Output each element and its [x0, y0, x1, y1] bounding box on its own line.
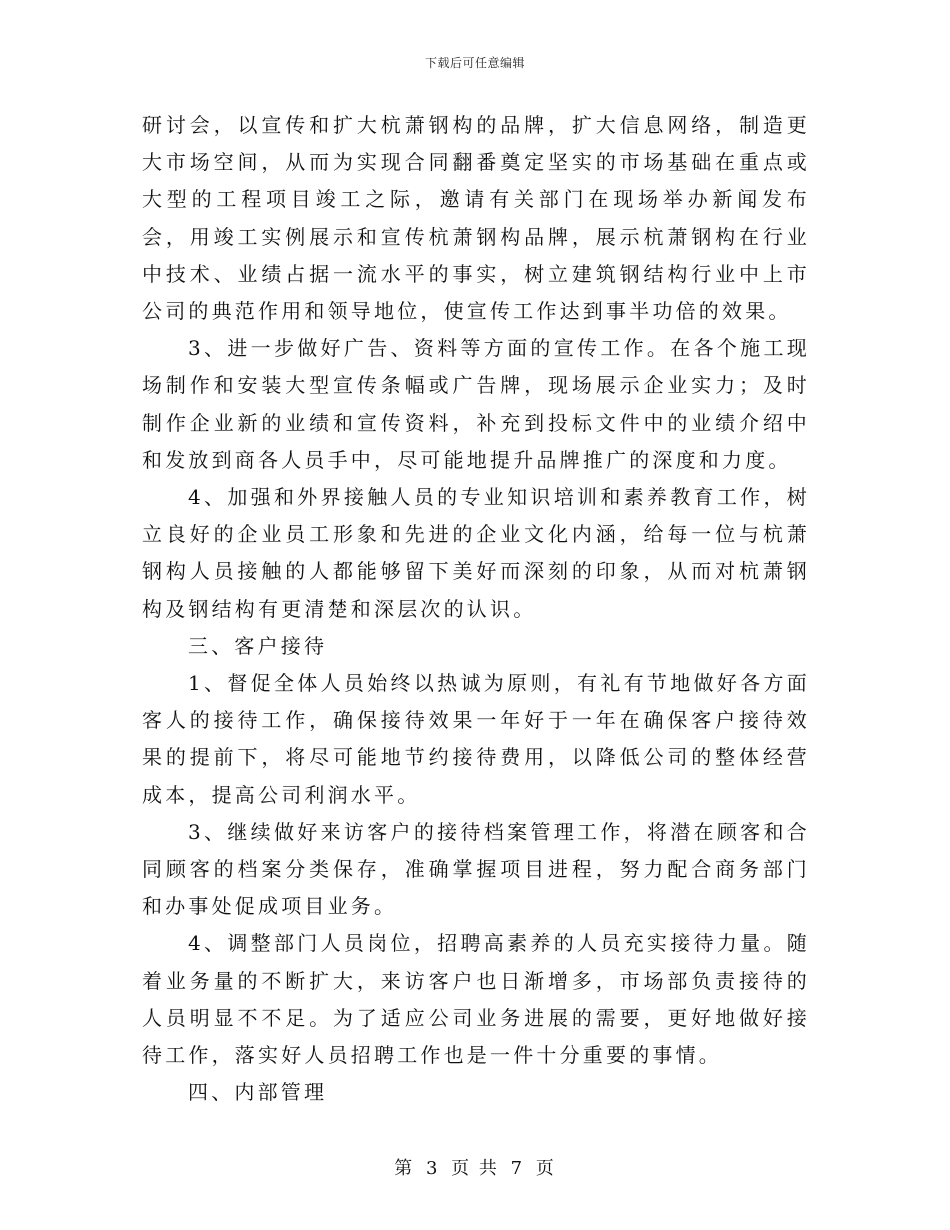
paragraph-reception-principle: 1、督促全体人员始终以热诚为原则，有礼有节地做好各方面客人的接待工作，确保接待效果一年好于一年在确保客户接待效果的提前下，将尽可能地节约接待费用，以降低公司的整体经营成本，提高公司利润水平。 — [142, 671, 810, 807]
section-heading-customer-reception: 三、客户接待 — [188, 633, 328, 658]
paragraph-advertising: 3、进一步做好广告、资料等方面的宣传工作。在各个施工现场制作和安装大型宣传条幅或广告牌，现场展示企业实力；及时制作企业新的业绩和宣传资料，补充到投标文件中的业绩介绍中和发放到商各人员手中，尽可能地提升品牌推广的深度和力度。 — [142, 336, 810, 472]
paragraph-archive-management: 3、继续做好来访客户的接待档案管理工作，将潜在顾客和合同顾客的档案分类保存，准确掌握项目进程，努力配合商务部门和办事处促成项目业务。 — [142, 819, 810, 919]
footer-prefix: 第 — [394, 1158, 415, 1179]
footer-suffix: 页 — [535, 1158, 556, 1179]
footer-current-page: 3 — [425, 1158, 440, 1179]
section-heading-internal-management: 四、内部管理 — [188, 1080, 328, 1105]
footer-middle: 页 共 — [451, 1158, 499, 1179]
paragraph-staff-recruitment: 4、调整部门人员岗位，招聘高素养的人员充实接待力量。随着业务量的不断扩大，来访客户也日渐增多，市场部负责接待的人员明显不不足。为了适应公司业务进展的需要，更好地做好接待工作，落实好人员招聘工作也是一件十分重要的事情。 — [142, 931, 810, 1068]
header-note: 下载后可任意编辑 — [424, 56, 525, 70]
document-body — [142, 107, 810, 1111]
paragraph-continuation: 研讨会，以宣传和扩大杭萧钢构的品牌，扩大信息网络，制造更大市场空间，从而为实现合同翻番奠定坚实的市场基础在重点或大型的工程项目竣工之际，邀请有关部门在现场举办新闻发布会，用竣工实例展示和宣传杭萧钢构品牌，展示杭萧钢构在行业中技术、业绩占据一流水平的事实，树立建筑钢结构行业中上市公司的典范作用和领导地位，使宣传工作达到事半功倍的效果。 — [142, 113, 810, 324]
page-footer — [0, 1154, 950, 1180]
footer-total-pages: 7 — [510, 1158, 525, 1179]
paragraph-training: 4、加强和外界接触人员的专业知识培训和素养教育工作，树立良好的企业员工形象和先进的企业文化内涵，给每一位与杭萧钢构人员接触的人都能够留下美好而深刻的印象，从而对杭萧钢构及钢结构有更清楚和深层次的认识。 — [142, 485, 810, 621]
